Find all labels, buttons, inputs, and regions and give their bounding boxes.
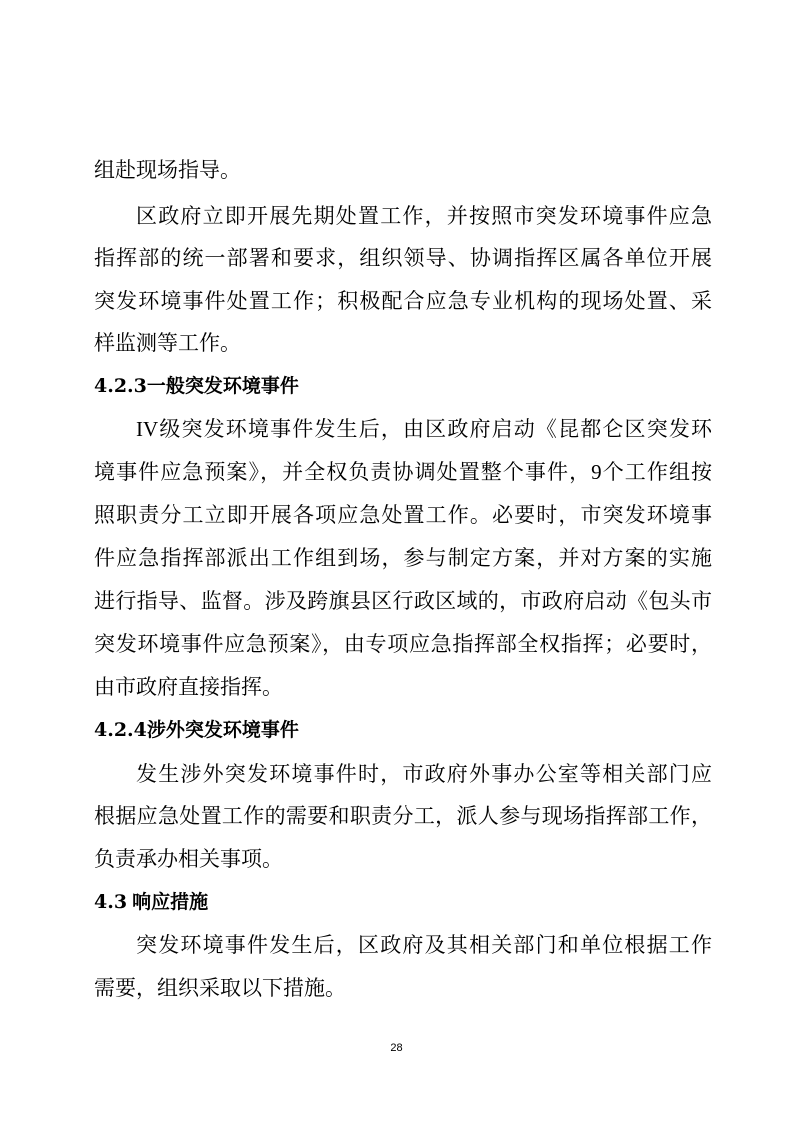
section-title: 涉外突发环境事件 <box>146 719 299 741</box>
paragraph-line: 区政府立即开展先期处置工作，并按照市突发环境事件应急 <box>136 204 712 228</box>
paragraph-line: 需要，组织采取以下措施。 <box>94 976 346 1000</box>
line-text: 境事件应急预案》，并全权负责协调处置整个事件， <box>94 460 592 484</box>
paragraph-line <box>136 416 712 442</box>
paragraph-line: 由市政府直接指挥。 <box>94 675 283 699</box>
paragraph-line: 发生涉外突发环境事件时，市政府外事办公室等相关部门应 <box>136 762 712 786</box>
paragraph-line: 负责承办相关事项。 <box>94 847 283 871</box>
line-text: 级突发环境事件发生后，由区政府启动《昆都仑区突发环 <box>158 417 712 441</box>
section-number: 4.2.3 <box>94 375 147 397</box>
section-number: 4.2.4 <box>94 719 147 741</box>
paragraph-line: 突发环境事件处置工作；积极配合应急专业机构的现场处置、采 <box>94 289 712 313</box>
paragraph-line: 指挥部的统一部署和要求，组织领导、协调指挥区属各单位开展 <box>94 246 712 270</box>
section-heading-4-3 <box>94 889 208 915</box>
paragraph-line: 照职责分工立即开展各项应急处置工作。必要时，市突发环境事 <box>94 503 712 527</box>
section-title: 响应措施 <box>132 891 209 913</box>
section-heading-4-2-4 <box>94 717 299 743</box>
paragraph-line: 样监测等工作。 <box>94 331 241 355</box>
paragraph-line <box>94 459 712 485</box>
page-number: 28 <box>390 1042 403 1054</box>
section-title: 一般突发环境事件 <box>146 375 299 397</box>
section-heading-4-2-3 <box>94 373 299 399</box>
paragraph-line: 组赴现场指导。 <box>94 158 241 182</box>
paragraph-line: 突发环境事件应急预案》，由专项应急指挥部全权指挥；必要时， <box>94 632 712 656</box>
line-text: 个工作组按 <box>601 460 713 484</box>
level-roman-numeral: IV <box>136 417 159 441</box>
paragraph-line: 突发环境事件发生后，区政府及其相关部门和单位根据工作 <box>136 933 712 957</box>
group-count: 9 <box>591 460 602 484</box>
paragraph-line: 件应急指挥部派出工作组到场，参与制定方案，并对方案的实施 <box>94 546 712 570</box>
section-number: 4.3 <box>94 891 128 913</box>
paragraph-line: 根据应急处置工作的需要和职责分工，派人参与现场指挥部工作， <box>94 804 712 828</box>
paragraph-line: 进行指导、监督。涉及跨旗县区行政区域的，市政府启动《包头市 <box>94 589 712 613</box>
